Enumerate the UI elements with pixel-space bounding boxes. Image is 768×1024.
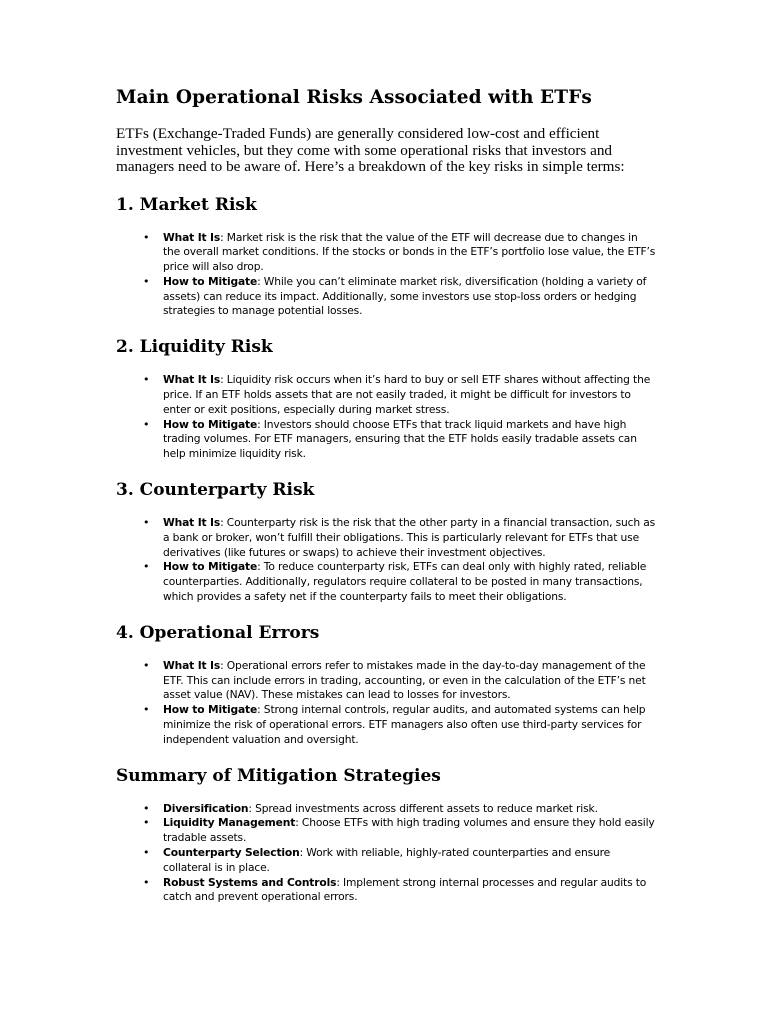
item-text: : While you can’t eliminate market risk, diversification (holding a variety of assets) can reduce its impact. Additionally, some investors use stop-loss orders or hedging strategies to manage potential losses.: [163, 274, 647, 318]
bullet-icon: •: [143, 274, 150, 288]
item-text: : Strong internal controls, regular audits, and automated systems can help minimize the risk of operational errors. ETF managers also often use third-party services for independent valuation and oversight.: [163, 703, 646, 746]
bullet-icon: •: [143, 516, 150, 530]
item-label: How to Mitigate: [163, 274, 258, 288]
list-item: [143, 875, 656, 906]
item-label: How to Mitigate: [163, 417, 258, 431]
item-text: : To reduce counterparty risk, ETFs can deal only with highly rated, reliable counterparties. Additionally, regulators require collateral to be posted in many transactions, which provides a safety net if the counterparty fails to meet their obligations.: [163, 560, 647, 604]
item-label: What It Is: [163, 230, 221, 244]
bullet-icon: •: [143, 801, 150, 815]
section-heading-market-risk: 1. Market Risk: [116, 194, 257, 215]
bullet-icon: •: [143, 816, 150, 830]
item-label: What It Is: [163, 658, 221, 672]
item-label: Liquidity Management: [163, 816, 296, 830]
section-heading-counterparty-risk: 3. Counterparty Risk: [116, 480, 315, 501]
bullet-icon: •: [143, 560, 150, 574]
operational-errors-list: [116, 659, 656, 748]
list-item: [143, 801, 656, 817]
document-page: [116, 86, 656, 921]
item-text: : Investors should choose ETFs that track liquid markets and have high trading volumes. For ETF managers, ensuring that the ETF holds easily tradable assets can help minimize liquidity risk.: [163, 417, 637, 461]
market-risk-list: [116, 231, 656, 320]
bullet-icon: •: [143, 230, 150, 244]
list-item: [143, 658, 656, 703]
section-heading-liquidity-risk: 2. Liquidity Risk: [116, 337, 273, 358]
section-heading-operational-errors: 4. Operational Errors: [116, 622, 320, 643]
section-heading-summary: Summary of Mitigation Strategies: [116, 765, 441, 786]
item-label: Diversification: [163, 801, 249, 815]
intro-paragraph: ETFs (Exchange-Traded Funds) are generally considered low-cost and efficient investment vehicles, but they come with some operational risks that investors and managers need to be aware of. Here’s a breakdown of the key risks in simple terms:: [116, 125, 625, 175]
list-item: [143, 274, 656, 319]
summary-list: [116, 802, 656, 906]
item-text: : Liquidity risk occurs when it’s hard to buy or sell ETF shares without affecting the price. If an ETF holds assets that are not easily traded, it might be difficult for investors to enter or exit positions, especially during market stress.: [163, 373, 651, 416]
item-label: Counterparty Selection: [163, 846, 300, 860]
list-item: [143, 373, 656, 417]
item-label: Robust Systems and Controls: [163, 875, 337, 889]
item-label: How to Mitigate: [163, 703, 258, 717]
item-text: : Implement strong internal processes and regular audits to catch and prevent operational errors.: [163, 875, 647, 904]
document-title: Main Operational Risks Associated with ETFs: [116, 87, 592, 108]
bullet-icon: •: [143, 373, 150, 387]
list-item: [143, 816, 656, 846]
list-item: [143, 230, 656, 275]
list-item: [143, 516, 656, 560]
list-item: [143, 417, 656, 462]
item-text: : Work with reliable, highly-rated counterparties and ensure collateral is in place.: [163, 846, 611, 874]
item-label: What It Is: [163, 373, 221, 387]
item-text: : Spread investments across different assets to reduce market risk.: [248, 801, 598, 815]
bullet-icon: •: [143, 703, 150, 717]
bullet-icon: •: [143, 658, 150, 672]
list-item: [143, 846, 656, 876]
counterparty-risk-list: [116, 516, 656, 605]
item-text: : Choose ETFs with high trading volumes and ensure they hold easily tradable assets.: [163, 816, 655, 845]
bullet-icon: •: [143, 846, 150, 860]
bullet-icon: •: [143, 417, 150, 431]
list-item: [143, 560, 656, 604]
item-label: How to Mitigate: [163, 560, 258, 574]
item-label: What It Is: [163, 516, 221, 530]
bullet-icon: •: [143, 875, 150, 889]
item-text: : Counterparty risk is the risk that the other party in a financial transaction, such as a bank or broker, won’t fulfill their obligations. This is particularly relevant for ETFs that use derivatives (like futures or swaps) to achieve their investment objectives.: [163, 516, 656, 559]
list-item: [143, 703, 656, 747]
liquidity-risk-list: [116, 373, 656, 462]
item-text: : Operational errors refer to mistakes made in the day-to-day management of the ETF. This can include errors in trading, accounting, or even in the calculation of the ETF’s net asset value (NAV). These mistakes can lead to losses for investors.: [163, 658, 646, 702]
item-text: : Market risk is the risk that the value of the ETF will decrease due to changes in the overall market conditions. If the stocks or bonds in the ETF’s portfolio lose value, the ETF’s price will also drop.: [163, 230, 656, 274]
